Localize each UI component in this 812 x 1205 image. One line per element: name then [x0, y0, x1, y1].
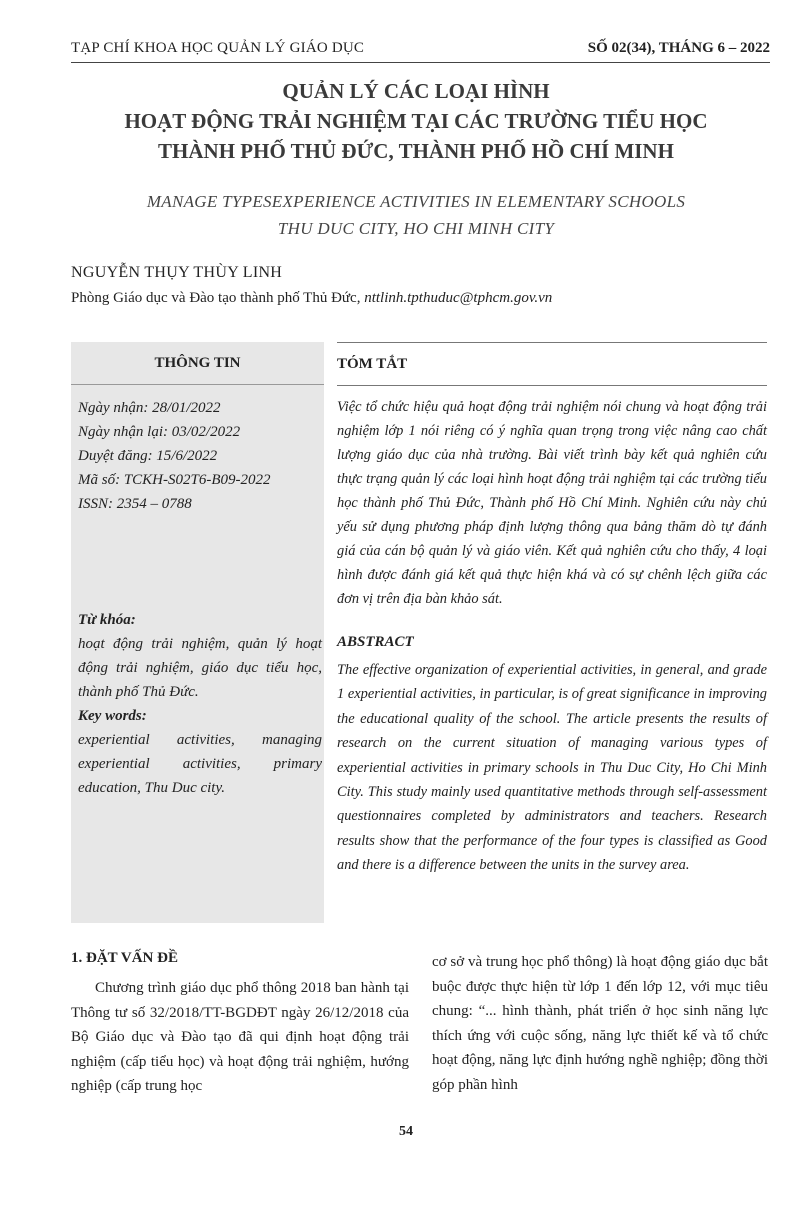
- abstract-text: The effective organization of experiential activities, in general, and grade 1 experiential activities, in particular, is of great significance in improving the educational quality of the school. The article presents the results of research on the current situation of managing various types of experiential activities in primary schools in Thu Duc City, Ho Chi Minh City. This study mainly used quantitative methods through self-assessment questionnaires completed by administrators and teachers. Research results show that the performance of the four types is classified as Good and there is a difference between the units in the survey area.: [337, 662, 767, 874]
- summary-text: Việc tổ chức hiệu quả hoạt động trải nghiệm nói chung và hoạt động trải nghiệm lớp 1 nói riêng có ý nghĩa quan trọng trong việc nâng cao chất lượng giáo dục của nhà trường. Bài viết trình bày kết quả nghiên cứu thực trạng quản lý các loại hình hoạt động trải nghiệm tại các trường tiểu học thành phố Thủ Đức, Thành phố Hồ Chí Minh. Nghiên cứu này chủ yếu sử dụng phương pháp định lượng thông qua bảng thăm dò tự đánh giá của cán bộ quản lý và giáo viên. Kết quả nghiên cứu cho thấy, 4 loại hình được đánh giá kết quả thực hiện khá và có sự chênh lệch giữa các đơn vị trên địa bàn khảo sát.: [337, 399, 767, 607]
- revised-date: Ngày nhận lại: 03/02/2022: [78, 424, 241, 440]
- author-affiliation: [71, 290, 552, 307]
- keywords-vi-label: Từ khóa:: [78, 612, 136, 628]
- keywords-en-label: Key words:: [78, 708, 147, 724]
- keywords-vi: [78, 608, 322, 704]
- article-info-panel: [71, 342, 324, 923]
- article-dates: [78, 396, 271, 516]
- english-title: [60, 188, 772, 242]
- article-title: [60, 76, 772, 166]
- journal-name: TẠP CHÍ KHOA HỌC QUẢN LÝ GIÁO DỤC: [71, 40, 365, 56]
- article-code: Mã số: TCKH-S02T6-B09-2022: [78, 472, 271, 488]
- title-line: QUẢN LÝ CÁC LOẠI HÌNH: [282, 79, 550, 103]
- english-title-line: MANAGE TYPESEXPERIENCE ACTIVITIES IN ELEMENTARY SCHOOLS: [146, 192, 686, 211]
- info-heading: THÔNG TIN: [71, 342, 324, 385]
- abstract-heading: ABSTRACT: [337, 634, 414, 650]
- running-header: [71, 40, 770, 63]
- affiliation-org: Phòng Giáo dục và Đào tạo thành phố Thủ Đức,: [71, 290, 365, 306]
- keywords-en: [78, 704, 322, 800]
- summary-heading: TÓM TẮT: [337, 342, 767, 386]
- page-number: 54: [399, 1124, 413, 1139]
- issue-info: SỐ 02(34), THÁNG 6 – 2022: [587, 40, 770, 56]
- body-column-left: Chương trình giáo dục phổ thông 2018 ban hành tại Thông tư số 32/2018/TT-BGDĐT ngày 26/12/2018 của Bộ Giáo dục và Đào tạo đã qui định hoạt động trải nghiệm (cấp tiểu học) và hoạt động trải nghiệm, hướng nghiệp (cấp trung học: [71, 980, 409, 1095]
- keywords-vi-text: hoạt động trải nghiệm, quản lý hoạt động trải nghiệm, giáo dục tiểu học, thành phố Thủ Đức.: [78, 636, 322, 700]
- accepted-date: Duyệt đăng: 15/6/2022: [78, 448, 218, 464]
- section-heading: 1. ĐẶT VẤN ĐỀ: [71, 950, 178, 966]
- author-email: nttlinh.tpthuduc@tphcm.gov.vn: [364, 290, 553, 306]
- issn: ISSN: 2354 – 0788: [78, 496, 192, 512]
- received-date: Ngày nhận: 28/01/2022: [78, 400, 221, 416]
- body-column-right: cơ sở và trung học phổ thông) là hoạt động giáo dục bắt buộc được thực hiện từ lớp 1 đến lớp 12, với mục tiêu chung: “... hình thành, phát triển ở học sinh năng lực thích ứng với cuộc sống, năng lực thiết kế và tổ chức hoạt động, năng lực định hướng nghề nghiệp; đồng thời góp phần hình: [432, 954, 768, 1093]
- title-line: THÀNH PHỐ THỦ ĐỨC, THÀNH PHỐ HỒ CHÍ MINH: [158, 139, 674, 163]
- english-title-line: THU DUC CITY, HO CHI MINH CITY: [277, 219, 555, 238]
- title-line: HOẠT ĐỘNG TRẢI NGHIỆM TẠI CÁC TRƯỜNG TIỂU HỌC: [124, 109, 708, 133]
- keywords-en-text: experiential activities, managing experiential activities, primary education, Thu Duc city.: [78, 732, 322, 796]
- author-name: NGUYỄN THỤY THÙY LINH: [71, 264, 283, 281]
